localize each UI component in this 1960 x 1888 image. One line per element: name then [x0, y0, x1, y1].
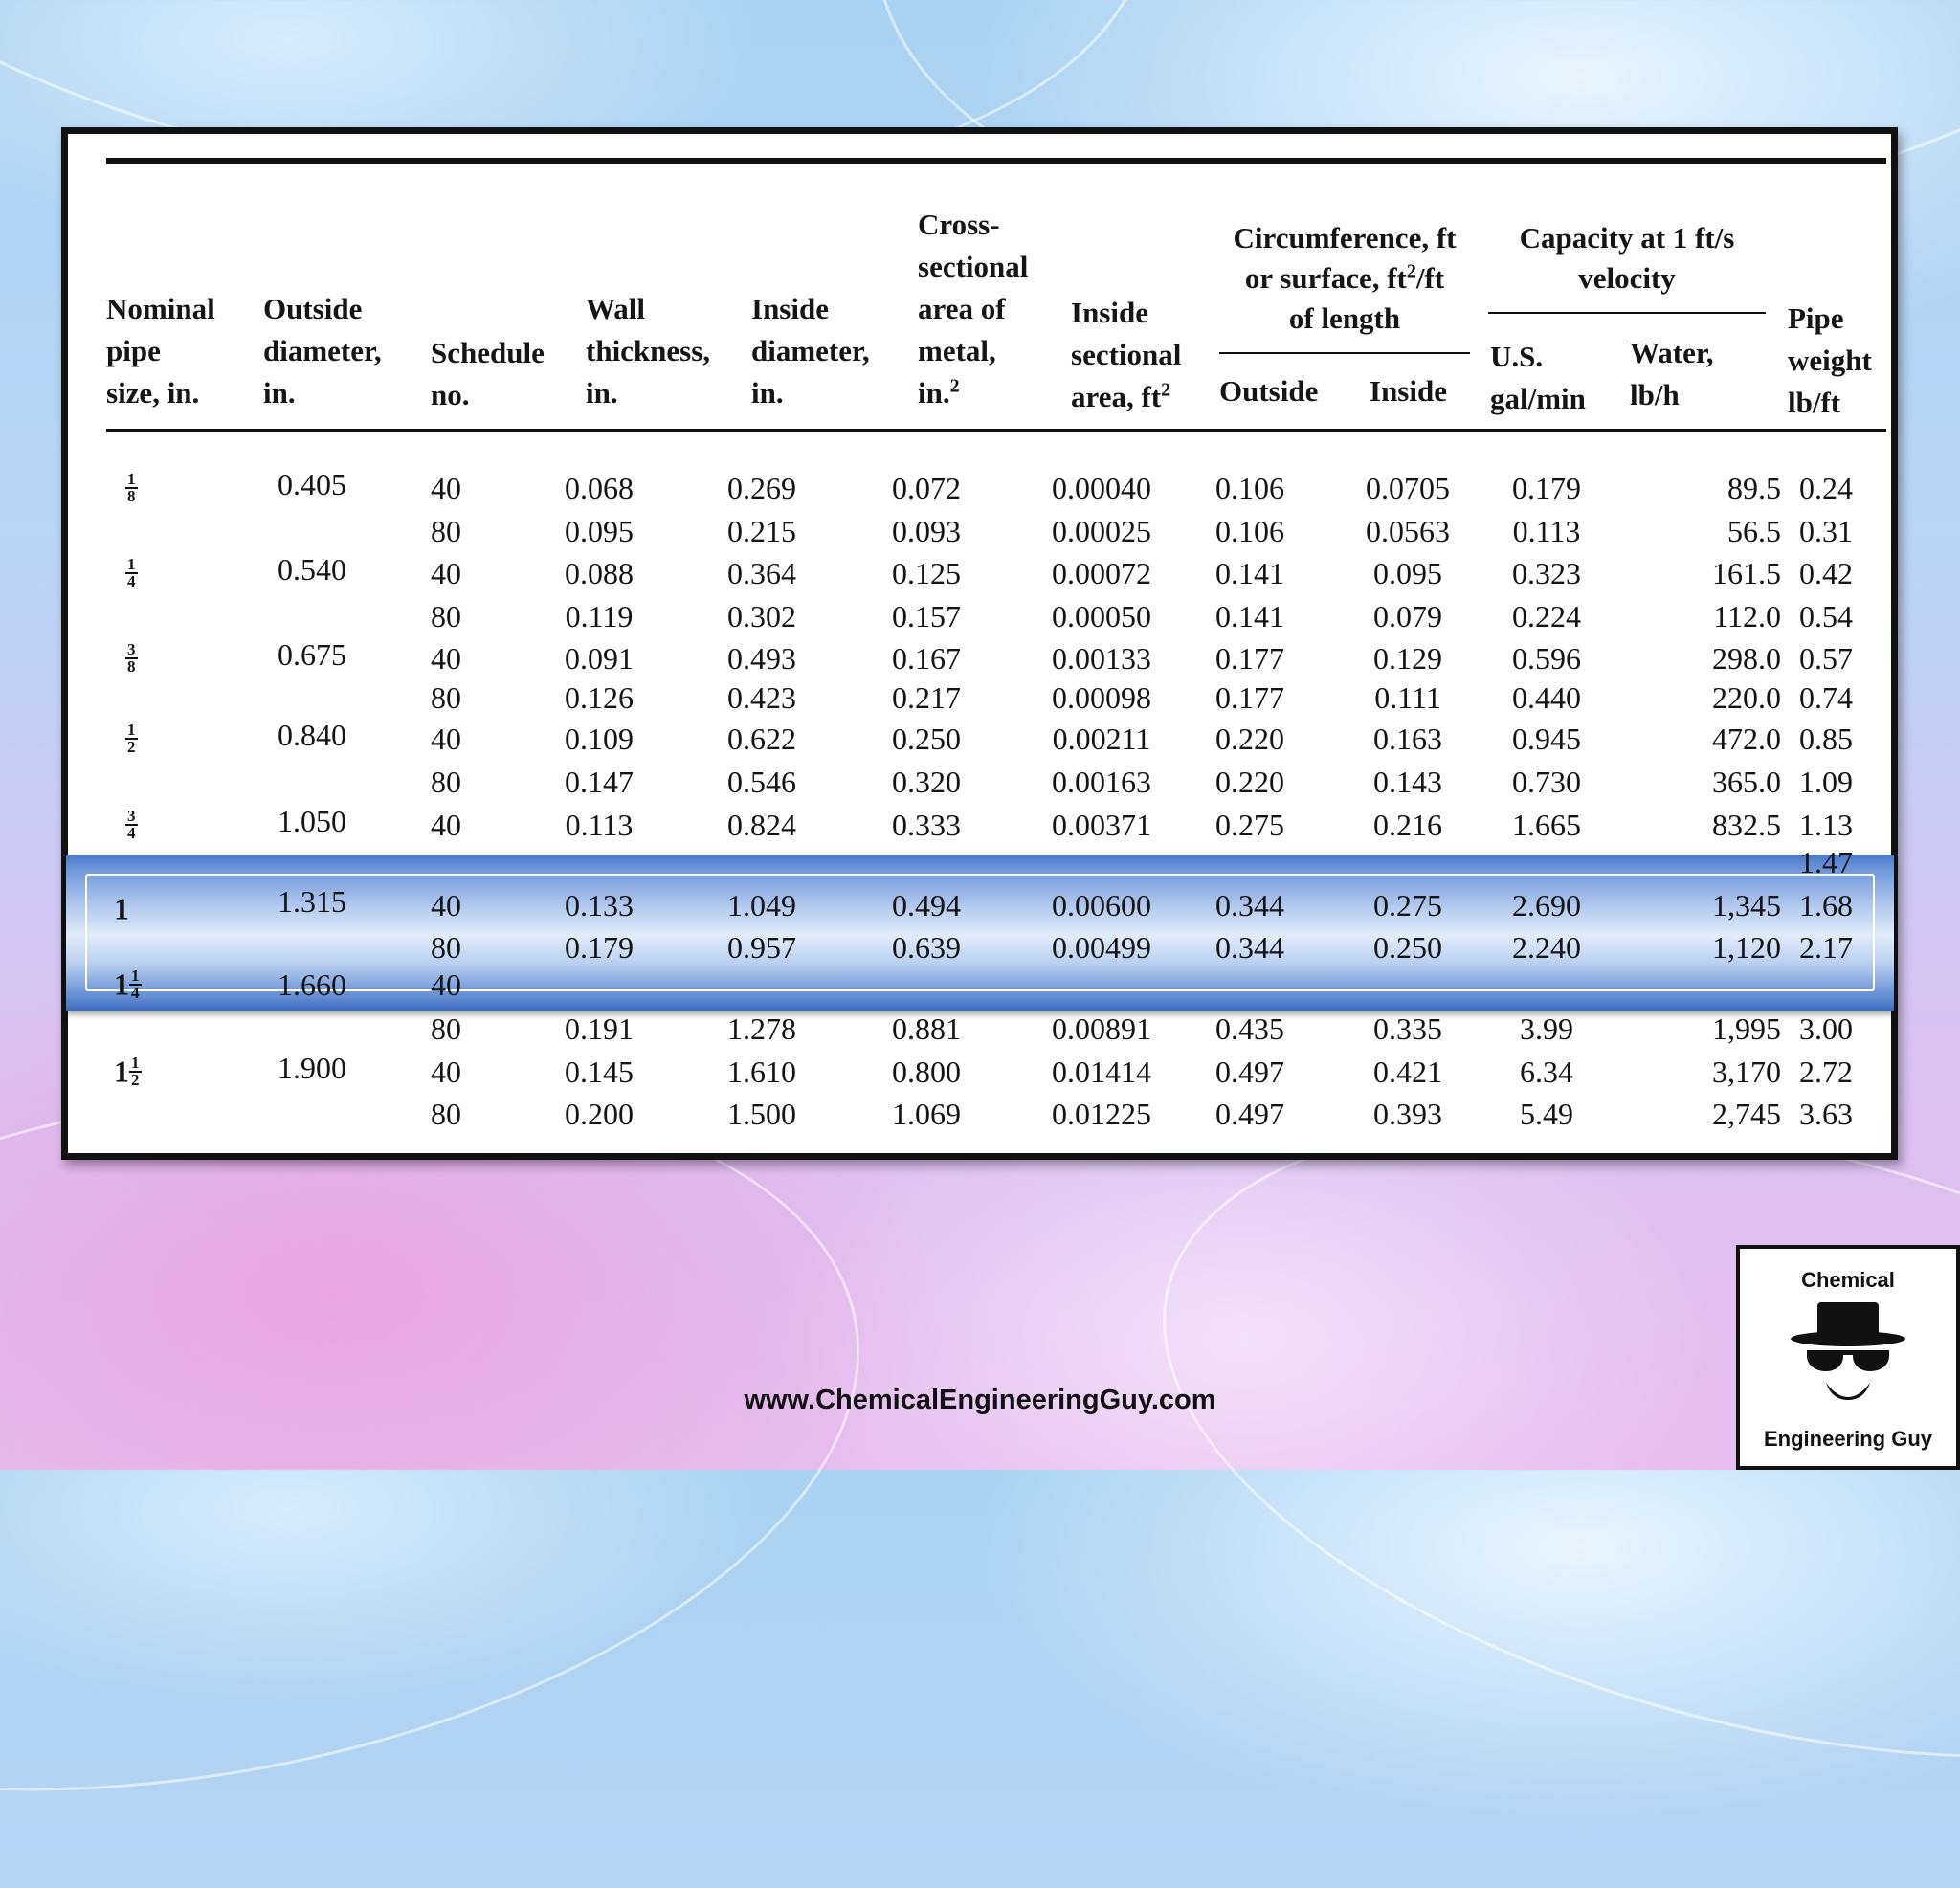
table-cell-wall: 0.126: [565, 680, 634, 715]
header-water-lb-h: lb/h: [1630, 378, 1680, 411]
table-cell-wt: 3.63: [1799, 1097, 1853, 1131]
header-cross-sectional-area: metal,: [918, 334, 996, 367]
fraction-numerator: 3: [127, 639, 136, 658]
header-nominal-pipe-size: size, in.: [106, 376, 200, 410]
table-cell-id: 0.215: [727, 514, 796, 548]
logo: [1736, 1245, 1960, 1470]
table-cell-id: 1.610: [727, 1055, 796, 1089]
table-cell-wt: 0.24: [1799, 471, 1853, 505]
table-cell-out: 0.497: [1215, 1055, 1284, 1089]
table-cell-in: 0.143: [1373, 765, 1442, 799]
table-cell-metal: 0.333: [892, 808, 961, 842]
table-cell-wall: 0.147: [565, 765, 634, 799]
table-cell-gpm: 0.323: [1512, 556, 1581, 590]
table-cell-id: 0.546: [727, 765, 796, 799]
fraction-numerator: 3: [127, 806, 136, 825]
table-cell-wall: 0.091: [565, 641, 634, 676]
table-cell-area: 0.00040: [1052, 471, 1151, 505]
nominal-pipe-size: [125, 718, 138, 755]
header-capacity-group: Capacity at 1 ft/s: [1519, 221, 1735, 255]
table-cell-out: 0.177: [1215, 641, 1284, 676]
table-cell-sched: 80: [431, 680, 461, 715]
header-nominal-pipe-size: Nominal: [106, 292, 215, 325]
table-cell-wt: 1.13: [1799, 808, 1853, 842]
table-cell-metal: 0.250: [892, 722, 961, 756]
table-cell-out: 0.106: [1215, 471, 1284, 505]
table-cell-water: 161.5: [1712, 556, 1781, 590]
header-outside-diameter: diameter,: [263, 334, 382, 367]
table-cell-wall: 0.145: [565, 1055, 634, 1089]
table-cell-water: 1,995: [1712, 1011, 1781, 1046]
table-cell-out: 0.177: [1215, 680, 1284, 715]
logo-text-bottom: Engineering Guy: [1763, 1427, 1933, 1451]
table-cell-id: 0.423: [727, 680, 796, 715]
header-outside-diameter: in.: [263, 376, 296, 410]
header-pipe-weight: lb/ft: [1788, 386, 1841, 419]
table-cell-id: 0.493: [727, 641, 796, 676]
header-cross-sectional-area: sectional: [918, 250, 1029, 283]
table-cell-sched: 40: [431, 471, 461, 505]
table-cell-gpm: 5.49: [1520, 1097, 1573, 1131]
outside-diameter: 0.405: [278, 467, 346, 501]
highlight-band: 40 0.133 1.049 0.494 0.00600 0.344 0.275 2.690 1,345 1.68 80 0.179 0.957 0.639 0.00499 0.344 0.250 2.240 1,120 2.17 1 1.315 1.47 40 1.660 1 $\frac{1}{4}$: [66, 855, 1894, 1011]
outside-diameter: 0.540: [278, 552, 346, 587]
table-cell-wt: 0.74: [1799, 680, 1853, 715]
table-cell-area: 0.00891: [1052, 1011, 1151, 1046]
table-cell-in: 0.0563: [1366, 514, 1450, 548]
header-water-lb-h: Water,: [1630, 336, 1714, 369]
table-cell-sched: 40: [431, 641, 461, 676]
table-cell-sched: 80: [431, 599, 461, 633]
table-cell-wt: 0.42: [1799, 556, 1853, 590]
table-cell-water: 832.5: [1712, 808, 1781, 842]
table-cell-water: 3,170: [1712, 1055, 1781, 1089]
table-cell-wall: 0.200: [565, 1097, 634, 1131]
nominal-size-whole: 1: [114, 1054, 129, 1089]
table-cell-gpm: 0.113: [1512, 514, 1581, 548]
table-cell-sched: 80: [431, 1097, 461, 1131]
table-cell-wall: 0.109: [565, 722, 634, 756]
table-cell-id: 0.302: [727, 599, 796, 633]
table-cell-wall: 0.113: [565, 808, 634, 842]
table-cell-area: 0.00211: [1052, 722, 1151, 756]
header-inside: Inside: [1370, 374, 1447, 408]
table-cell-id: 0.622: [727, 722, 796, 756]
table-cell-wall: 0.088: [565, 556, 634, 590]
header-wall-thickness: in.: [586, 376, 618, 410]
table-cell-gpm: 3.99: [1520, 1011, 1573, 1046]
table-cell-gpm: 1.665: [1512, 808, 1581, 842]
table-cell-wall: 0.191: [565, 1011, 634, 1046]
logo-text-top: Chemical: [1801, 1268, 1895, 1292]
header-cross-sectional-area: area of: [918, 292, 1006, 325]
table-cell-out: 0.141: [1215, 599, 1284, 633]
table-cell-out: 0.275: [1215, 808, 1284, 842]
header-us-gal-min: U.S.: [1490, 340, 1544, 373]
nominal-size-fraction: [129, 1055, 142, 1088]
capacity-underline: [1488, 312, 1766, 314]
nominal-pipe-size: [125, 804, 138, 841]
table-cell-gpm: 6.34: [1520, 1055, 1573, 1089]
header-inside-sectional-area: area, $ft^2$: [1071, 379, 1171, 413]
table-cell-in: 0.0705: [1366, 471, 1450, 505]
table-cell-id: 0.364: [727, 556, 796, 590]
fraction-denominator: 2: [127, 737, 136, 756]
table-cell-in: 0.216: [1373, 808, 1442, 842]
table-cell-water: 472.0: [1712, 722, 1781, 756]
outside-diameter: 0.675: [278, 637, 346, 672]
footer-url: www.ChemicalEngineeringGuy.com: [744, 1385, 1216, 1415]
table-cell-sched: 80: [431, 765, 461, 799]
nominal-size-fraction: [125, 722, 138, 755]
table-cell-water: 365.0: [1712, 765, 1781, 799]
fraction-denominator: 2: [131, 1070, 140, 1089]
table-cell-wall: 0.119: [565, 599, 634, 633]
table-cell-gpm: 0.596: [1512, 641, 1581, 676]
table-cell-metal: 0.125: [892, 556, 961, 590]
table-cell-id: 1.500: [727, 1097, 796, 1131]
header-schedule-no: no.: [431, 378, 470, 411]
nominal-size-fraction: [125, 469, 138, 505]
table-cell-area: 0.00371: [1052, 808, 1151, 842]
table-cell-sched: 40: [431, 556, 461, 590]
table-cell-out: 0.106: [1215, 514, 1284, 548]
header-inside-sectional-area: sectional: [1071, 338, 1182, 371]
header-pipe-weight: Pipe: [1788, 301, 1844, 335]
table-cell-in: 0.421: [1373, 1055, 1442, 1089]
table-cell-wt: 2.72: [1799, 1055, 1853, 1089]
table-cell-metal: 0.157: [892, 599, 961, 633]
header-circumference-group: Circumference, ft: [1233, 221, 1457, 255]
table-cell-sched: 80: [431, 514, 461, 548]
table-cell-gpm: 0.440: [1512, 680, 1581, 715]
header-circumference-group: of length: [1288, 301, 1401, 335]
table-cell-area: 0.00098: [1052, 680, 1151, 715]
header-outside-diameter: Outside: [263, 292, 363, 325]
table-cell-metal: 0.800: [892, 1055, 961, 1089]
nominal-size-fraction: [125, 639, 138, 676]
fraction-denominator: 4: [127, 823, 136, 842]
table-cell-in: 0.079: [1373, 599, 1442, 633]
table-cell-sched: 40: [431, 1055, 461, 1089]
header-bottom-rule: [106, 429, 1886, 432]
table-cell-id: 1.278: [727, 1011, 796, 1046]
table-cell-gpm: 0.224: [1512, 599, 1581, 633]
table-cell-area: 0.01225: [1052, 1097, 1151, 1131]
hat-man-icon: [1786, 1295, 1910, 1410]
table-cell-out: 0.220: [1215, 765, 1284, 799]
table-cell-water: 89.5: [1727, 471, 1781, 505]
header-circumference-group: or surface, $ft^2/ft$: [1244, 260, 1445, 295]
table-cell-out: 0.220: [1215, 722, 1284, 756]
table-cell-water: 220.0: [1712, 680, 1781, 715]
table-cell-gpm: 0.945: [1512, 722, 1581, 756]
header-us-gal-min: gal/min: [1490, 382, 1586, 415]
table-cell-wt: 0.54: [1799, 599, 1853, 633]
table-cell-water: 2,745: [1712, 1097, 1781, 1131]
outside-diameter: 1.050: [278, 804, 346, 838]
table-cell-wt: 0.85: [1799, 722, 1853, 756]
header-outside: Outside: [1219, 374, 1319, 408]
table-cell-in: 0.129: [1373, 641, 1442, 676]
table-cell-in: 0.335: [1373, 1011, 1442, 1046]
nominal-pipe-size: [125, 552, 138, 589]
table-cell-metal: 0.093: [892, 514, 961, 548]
table-cell-metal: 0.881: [892, 1011, 961, 1046]
table-cell-metal: 0.167: [892, 641, 961, 676]
table-cell-metal: 0.320: [892, 765, 961, 799]
header-schedule-no: Schedule: [431, 336, 545, 369]
outside-diameter: 0.840: [278, 718, 346, 752]
nominal-size-fraction: [125, 554, 138, 590]
fraction-numerator: 1: [127, 469, 136, 488]
table-cell-area: 0.00072: [1052, 556, 1151, 590]
table-cell-area: 0.00133: [1052, 641, 1151, 676]
table-cell-in: 0.393: [1373, 1097, 1442, 1131]
table-cell-in: 0.163: [1373, 722, 1442, 756]
table-cell-gpm: 0.730: [1512, 765, 1581, 799]
table-cell-area: 0.00025: [1052, 514, 1151, 548]
table-cell-sched: 80: [431, 1011, 461, 1046]
table-cell-id: 0.269: [727, 471, 796, 505]
table-cell-gpm: 0.179: [1512, 471, 1581, 505]
outside-diameter: 1.900: [278, 1051, 346, 1085]
table-cell-wall: 0.095: [565, 514, 634, 548]
header-wall-thickness: Wall: [586, 292, 646, 325]
table-cell-wt: 0.57: [1799, 641, 1853, 676]
table-cell-out: 0.497: [1215, 1097, 1284, 1131]
header-inside-diameter: in.: [751, 376, 784, 410]
header-nominal-pipe-size: pipe: [106, 334, 161, 367]
table-cell-wt: 3.00: [1799, 1011, 1853, 1046]
table-cell-water: 56.5: [1727, 514, 1781, 548]
nominal-pipe-size: [125, 467, 138, 504]
header-cross-sectional-area: in.$^2$: [918, 375, 960, 410]
header-cross-sectional-area: Cross-: [918, 208, 1000, 241]
nominal-pipe-size: [114, 1051, 142, 1089]
fraction-numerator: 1: [127, 554, 136, 573]
header-wall-thickness: thickness,: [586, 334, 711, 367]
table-cell-sched: 40: [431, 808, 461, 842]
header-inside-diameter: Inside: [751, 292, 829, 325]
table-cell-metal: 0.217: [892, 680, 961, 715]
table-cell-area: 0.00163: [1052, 765, 1151, 799]
fraction-numerator: 1: [127, 720, 136, 739]
table-cell-wt: 0.31: [1799, 514, 1853, 548]
table-cell-in: 0.111: [1374, 680, 1441, 715]
nominal-pipe-size: [125, 637, 138, 675]
table-cell-in: 0.095: [1373, 556, 1442, 590]
table-cell-metal: 0.072: [892, 471, 961, 505]
table-cell-metal: 1.069: [892, 1097, 961, 1131]
fraction-numerator: 1: [131, 1053, 140, 1072]
nominal-size-fraction: [125, 806, 138, 842]
table-cell-out: 0.141: [1215, 556, 1284, 590]
table-cell-wt: 1.09: [1799, 765, 1853, 799]
top-rule: [106, 158, 1886, 164]
header-capacity-group: velocity: [1578, 261, 1676, 295]
table-cell-water: 298.0: [1712, 641, 1781, 676]
table-cell-area: 0.00050: [1052, 599, 1151, 633]
table-cell-out: 0.435: [1215, 1011, 1284, 1046]
table-cell-wall: 0.068: [565, 471, 634, 505]
header-pipe-weight: weight: [1788, 344, 1872, 377]
fraction-denominator: 8: [127, 656, 136, 676]
table-cell-id: 0.824: [727, 808, 796, 842]
header-inside-diameter: diameter,: [751, 334, 870, 367]
fraction-denominator: 8: [127, 486, 136, 505]
table-cell-water: 112.0: [1713, 599, 1781, 633]
table-cell-area: 0.01414: [1052, 1055, 1151, 1089]
header-inside-sectional-area: Inside: [1071, 296, 1148, 329]
fraction-denominator: 4: [127, 571, 136, 590]
table-cell-sched: 40: [431, 722, 461, 756]
circumference-underline: [1219, 352, 1470, 354]
